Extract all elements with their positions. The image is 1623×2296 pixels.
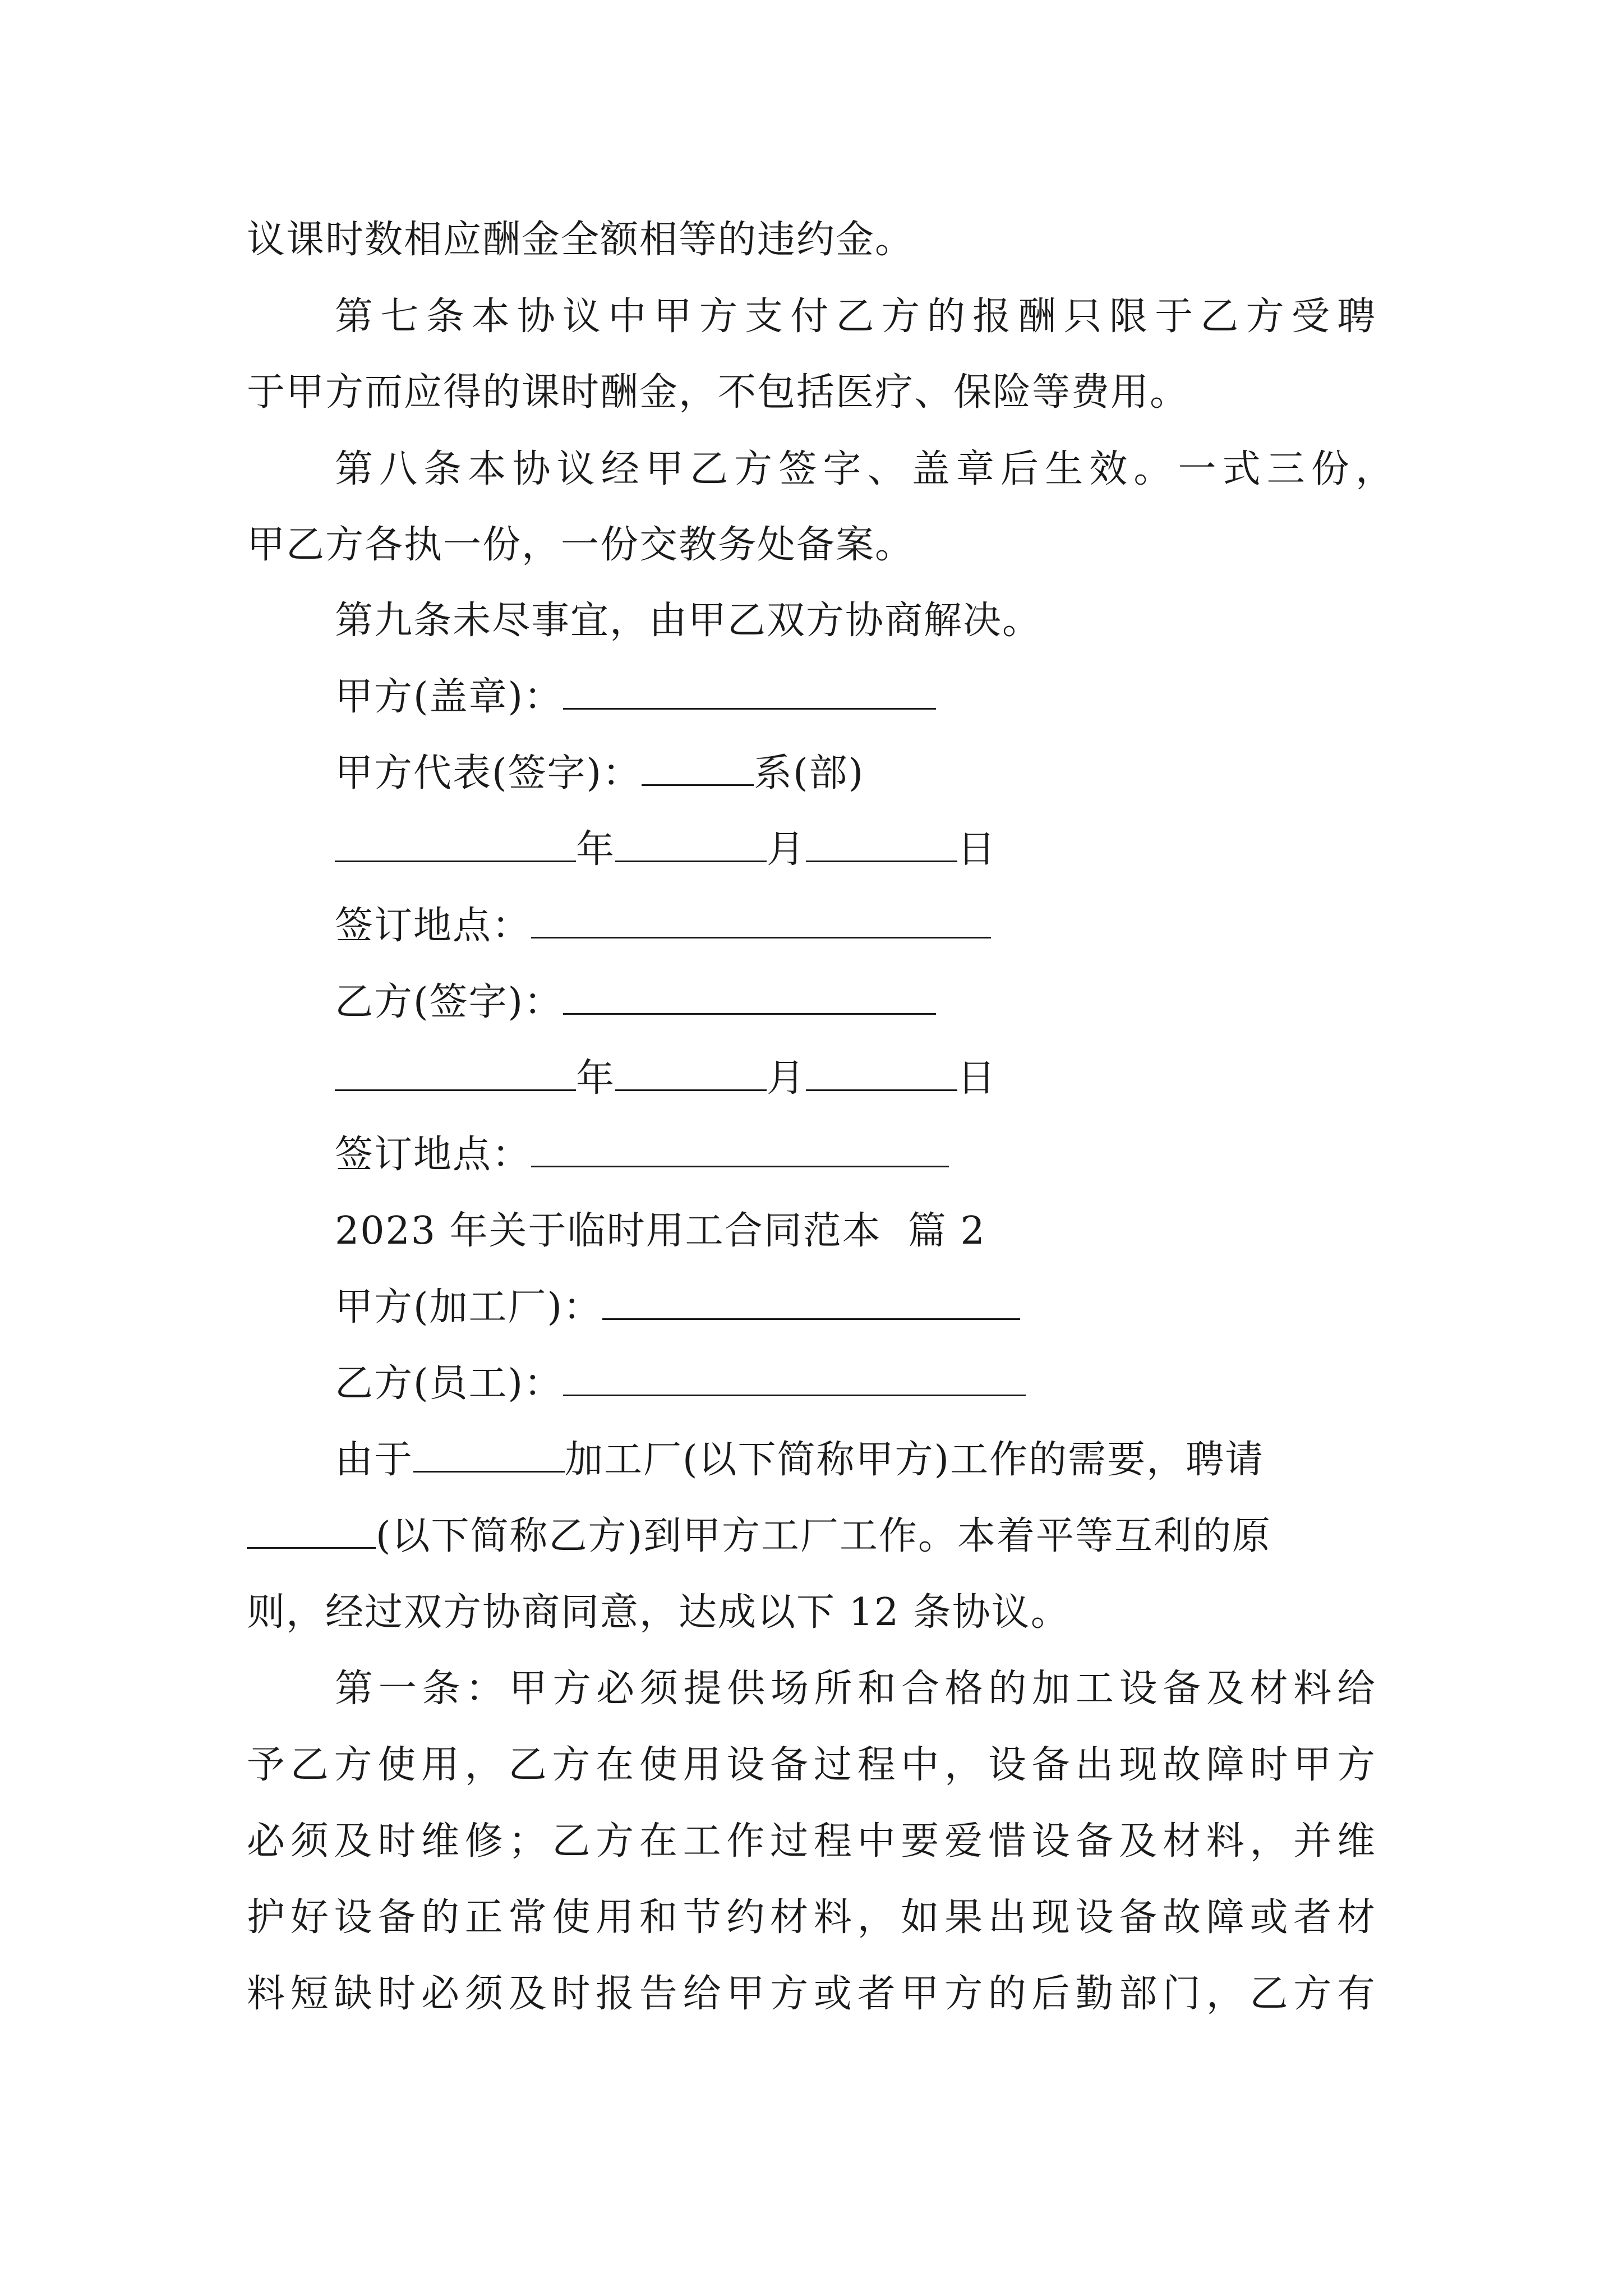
factory-name-blank[interactable]	[413, 1438, 565, 1473]
party-a-seal-blank[interactable]	[563, 675, 936, 710]
month-label: 月	[767, 1056, 806, 1101]
text-line: 议课时数相应酬金全额相等的违约金。	[247, 218, 915, 262]
text-line: 第九条未尽事宜，由甲乙双方协商解决。	[335, 599, 1042, 643]
date-row	[0, 1056, 1623, 1101]
paragraph-line	[0, 1590, 1623, 1635]
paragraph-line	[0, 1972, 1623, 2017]
text-line: 必须及时维修；乙方在工作过程中要爱惜设备及材料，并维	[247, 1819, 1376, 1864]
text-line: 于甲方而应得的课时酬金，不包括医疗、保险等费用。	[247, 370, 1189, 415]
text-line: 则，经过双方协商同意，达成以下 12 条协议。	[247, 1590, 1070, 1635]
paragraph-line	[0, 295, 1623, 339]
day-label: 日	[957, 1056, 997, 1101]
month-label: 月	[767, 827, 806, 872]
date-row	[0, 827, 1623, 872]
year-blank[interactable]	[335, 1057, 576, 1091]
text-line: 护好设备的正常使用和节约材料，如果出现设备故障或者材	[247, 1895, 1376, 1940]
text-line: 料短缺时必须及时报告给甲方或者甲方的后勤部门，乙方有	[247, 1972, 1376, 2016]
text-line: 予乙方使用，乙方在使用设备过程中，设备出现故障时甲方	[247, 1743, 1376, 1787]
text-fragment: (以下简称乙方)到甲方工厂工作。本着平等互利的原	[376, 1514, 1272, 1558]
place-label: 签订地点：	[335, 1133, 532, 1177]
paragraph-line	[0, 447, 1623, 492]
signature-row	[0, 675, 1623, 720]
signature-row	[0, 1285, 1623, 1330]
text-fragment: 由于	[335, 1438, 414, 1482]
dept-suffix-label: 系(部)	[754, 751, 865, 795]
text-fragment: 加工厂(以下简称甲方)工作的需要，聘请	[565, 1438, 1265, 1482]
month-blank[interactable]	[615, 1057, 767, 1091]
paragraph-line	[0, 1743, 1623, 1788]
factory-party-a-label: 甲方(加工厂)：	[335, 1285, 603, 1329]
place-row	[0, 1133, 1623, 1177]
party-b-sign-label: 乙方(签字)：	[335, 980, 564, 1024]
text-line: 第一条：甲方必须提供场所和合格的加工设备及材料给	[335, 1667, 1376, 1711]
party-a-seal-label: 甲方(盖章)：	[335, 675, 564, 719]
signature-row	[0, 1361, 1623, 1406]
employee-name-blank[interactable]	[247, 1515, 376, 1549]
paragraph-line	[0, 523, 1623, 568]
day-blank[interactable]	[806, 828, 957, 862]
day-blank[interactable]	[806, 1057, 957, 1091]
factory-party-a-blank[interactable]	[602, 1286, 1020, 1320]
place-blank[interactable]	[531, 904, 991, 938]
paragraph-line	[0, 1438, 1623, 1483]
signature-row	[0, 980, 1623, 1025]
party-a-rep-label: 甲方代表(签字)：	[335, 751, 642, 795]
employee-party-b-blank[interactable]	[563, 1362, 1026, 1396]
section-heading	[0, 1209, 1623, 1254]
year-blank[interactable]	[335, 828, 576, 862]
place-row	[0, 904, 1623, 949]
party-a-rep-blank[interactable]	[642, 752, 754, 786]
month-blank[interactable]	[615, 828, 767, 862]
paragraph-line	[0, 370, 1623, 415]
section-title: 2023 年关于临时用工合同范本 篇 2	[335, 1209, 986, 1253]
paragraph-line	[0, 1895, 1623, 1940]
signature-row	[0, 751, 1623, 796]
paragraph-line	[0, 1819, 1623, 1864]
paragraph-line	[0, 1667, 1623, 1711]
text-line: 第七条本协议中甲方支付乙方的报酬只限于乙方受聘	[335, 295, 1376, 339]
year-label: 年	[576, 1056, 616, 1101]
year-label: 年	[576, 827, 616, 872]
paragraph-line	[0, 1514, 1623, 1559]
paragraph-line	[0, 599, 1623, 643]
day-label: 日	[957, 827, 997, 872]
place-blank[interactable]	[531, 1133, 949, 1167]
paragraph-line	[0, 218, 1623, 263]
text-line: 第八条本协议经甲乙方签字、盖章后生效。一式三份，	[335, 447, 1395, 491]
text-line: 甲乙方各执一份，一份交教务处备案。	[247, 523, 915, 567]
place-label: 签订地点：	[335, 904, 532, 948]
party-b-sign-blank[interactable]	[563, 981, 936, 1015]
employee-party-b-label: 乙方(员工)：	[335, 1361, 564, 1406]
